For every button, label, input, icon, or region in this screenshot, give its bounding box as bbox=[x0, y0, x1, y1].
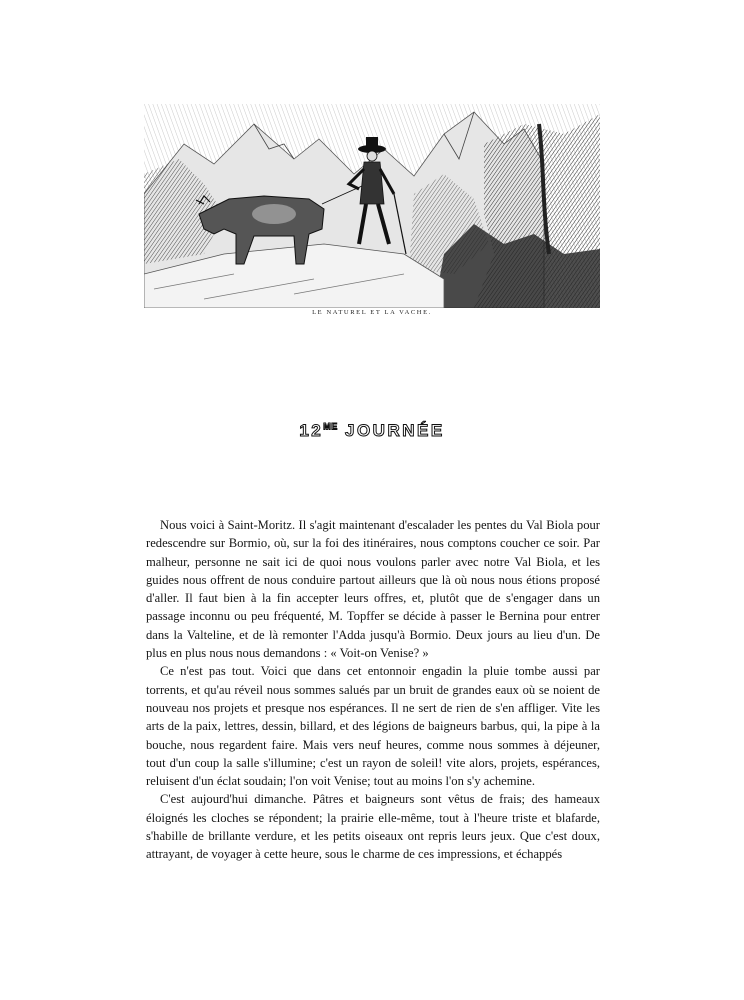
chapter-number-suffix: ME bbox=[323, 421, 338, 432]
engraving-illustration bbox=[144, 104, 600, 308]
paragraph-1: Nous voici à Saint-Moritz. Il s'agit maintenant d'escalader les pentes du Val Biola pour redescendre sur Bormio, où, sur la foi des itinéraires, nous comptons coucher ce soir. Par malheur, personne ne sait ici de quoi nous voulons parler avec notre Val Biola, et les guides nous offrent de nous conduire partout ailleurs que là où nous nous étions proposé d'aller. Il faut bien à la fin accepter leurs offres, et, plutôt que de s'engager dans un passage inconnu ou peu fréquenté, M. Topffer se décide à passer le Bernina pour entrer dans la Valteline, et de là remonter l'Adda jusqu'à Bormio. Deux jours au lieu d'un. De plus en plus nous nous demandons : « Voit-on Venise? » bbox=[146, 518, 600, 661]
paragraph-3: C'est aujourd'hui dimanche. Pâtres et baigneurs sont vêtus de frais; des hameaux éloignés les cloches se répondent; la prairie elle-même, tout à l'heure triste et blafarde, s'habille de brillante verdure, et les petits oiseaux ont repris leurs jeux. Que c'est doux, attrayant, de voyager à cette heure, sous le charme de ces impressions, et échappés bbox=[146, 792, 600, 862]
chapter-title bbox=[144, 421, 600, 441]
body-text bbox=[146, 516, 600, 864]
illustration-caption: LE NATUREL ET LA VACHE. bbox=[312, 309, 432, 316]
chapter-title-word: JOURNÉE bbox=[344, 421, 445, 440]
paragraph-2: Ce n'est pas tout. Voici que dans cet entonnoir engadin la pluie tombe aussi par torrents, et qu'au réveil nous sommes salués par un bruit de grandes eaux où se noient de nouveau nos projets et presque nos espérances. Il ne sert de rien de s'en affliger. Vite les arts de la paix, lettres, dessin, billard, et des légions de baigneurs barbus, qui, la pipe à la bouche, nous regardent faire. Mais vers neuf heures, comme nous sommes à déjeuner, tout d'un coup la salle s'illumine; c'est un rayon de soleil! vite alors, projets, espérances, reluisent d'un éclat soudain; l'on voit Venise; tout au moins l'on s'y achemine. bbox=[146, 664, 600, 789]
chapter-number: 12 bbox=[299, 421, 324, 440]
